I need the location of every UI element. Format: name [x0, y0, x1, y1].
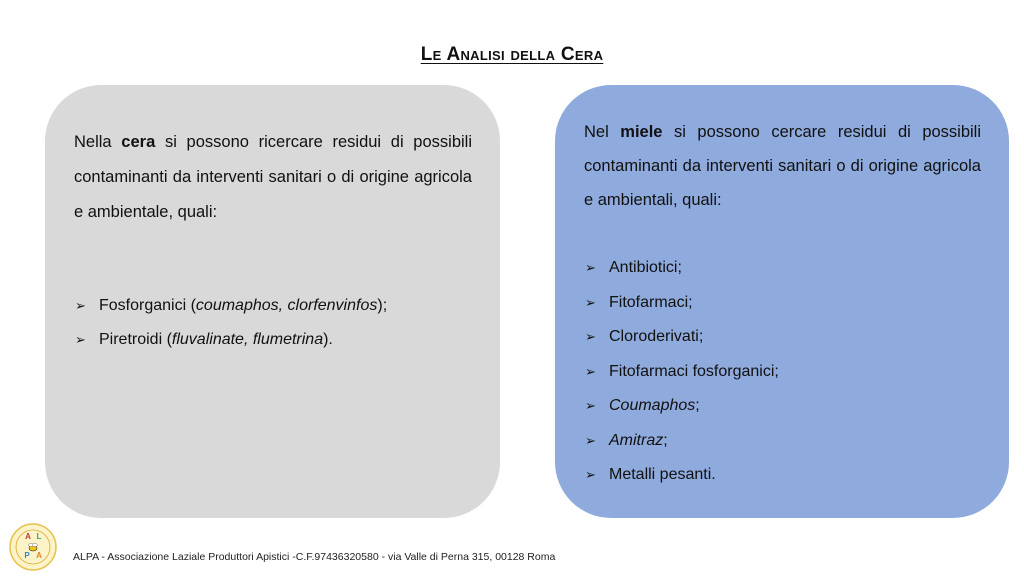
logo-letter: A — [25, 532, 31, 541]
arrow-bullet-icon: ➢ — [585, 432, 596, 448]
slide-title: Le Analisi della Cera — [420, 44, 604, 65]
wax-intro: Nella cera si possono ricercare residui di possibili contaminanti da interventi sanitari o di origine agricola e ambientale, quali: — [74, 133, 473, 221]
arrow-bullet-icon: ➢ — [585, 329, 596, 344]
list-item: ➢ Coumaphos; — [584, 389, 981, 424]
list-item: ➢ Cloroderivati; — [584, 320, 981, 355]
wax-analysis-box — [45, 85, 500, 518]
arrow-bullet-icon: ➢ — [585, 294, 596, 310]
alpa-logo — [8, 522, 58, 572]
logo-letter: L — [36, 532, 42, 541]
footer-credits: ALPA - Associazione Laziale Produttori Apistici -C.F.97436320580 - via Valle di Perna 315, 00128 Roma — [73, 551, 556, 563]
arrow-bullet-icon: ➢ — [585, 363, 596, 379]
arrow-bullet-icon: ➢ — [585, 398, 596, 413]
honey-keyword: miele — [620, 123, 663, 141]
honey-analysis-box — [555, 85, 1009, 518]
logo-letter: P — [24, 551, 30, 560]
logo-letter: A — [36, 551, 42, 560]
list-item: ➢ Antibiotici; — [584, 251, 981, 286]
wax-residue-list — [74, 289, 472, 357]
honey-intro: Nel miele si possono cercare residui di possibili contaminanti da interventi sanitari o di origine agricola e ambientali, quali: — [584, 123, 982, 209]
arrow-bullet-icon: ➢ — [75, 332, 86, 347]
list-item: ➢ Piretroidi (fluvalinate, flumetrina). — [74, 323, 472, 357]
honey-residue-list — [584, 251, 981, 493]
list-item: ➢ Fitofarmaci; — [584, 286, 981, 321]
bee-icon — [29, 543, 38, 551]
list-item: ➢ Fosforganici (coumaphos, clorfenvinfos); — [74, 289, 472, 323]
list-item: ➢ Amitraz; — [584, 424, 981, 459]
wax-keyword: cera — [121, 133, 156, 151]
arrow-bullet-icon: ➢ — [585, 467, 596, 482]
list-item: ➢ Fitofarmaci fosforganici; — [584, 355, 981, 390]
arrow-bullet-icon: ➢ — [75, 298, 86, 313]
list-item: ➢ Metalli pesanti. — [584, 458, 981, 493]
arrow-bullet-icon: ➢ — [585, 260, 596, 275]
